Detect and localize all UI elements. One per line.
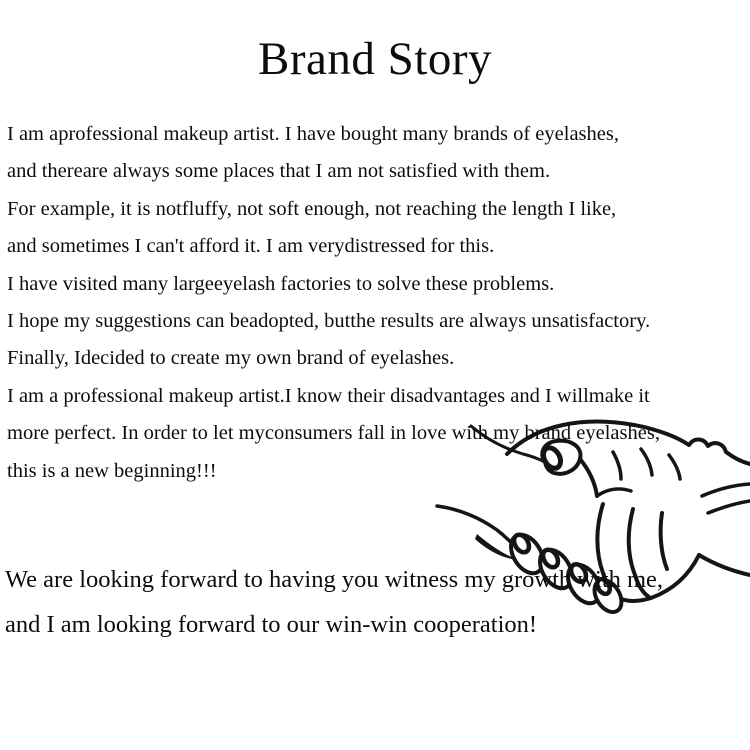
closing-line: We are looking forward to having you witness my growth with me,: [5, 566, 664, 593]
story-line: this is a new beginning!!!: [7, 459, 217, 482]
story-line: more perfect. In order to let myconsumers fall in love with my brand eyelashes,: [7, 422, 660, 445]
story-line: I am a professional makeup artist.I know their disadvantages and I willmake it: [7, 384, 650, 407]
story-line: I have visited many largeeyelash factories to solve these problems.: [7, 272, 555, 295]
page-title: Brand Story: [258, 33, 492, 85]
story-line: Finally, Idecided to create my own brand of eyelashes.: [7, 347, 455, 370]
story-line: I am aprofessional makeup artist. I have bought many brands of eyelashes,: [7, 123, 619, 145]
closing-statement: [5, 557, 663, 647]
story-line: and thereare always some places that I am not satisfied with them.: [7, 160, 551, 183]
story-line: I hope my suggestions can beadopted, butthe results are always unsatisfactory.: [7, 310, 651, 333]
closing-line: and I am looking forward to our win-win cooperation!: [5, 611, 538, 638]
story-paragraph: [7, 116, 750, 490]
story-line: For example, it is notfluffy, not soft enough, not reaching the length I like,: [7, 197, 617, 220]
story-line: and sometimes I can't afford it. I am verydistressed for this.: [7, 235, 495, 258]
